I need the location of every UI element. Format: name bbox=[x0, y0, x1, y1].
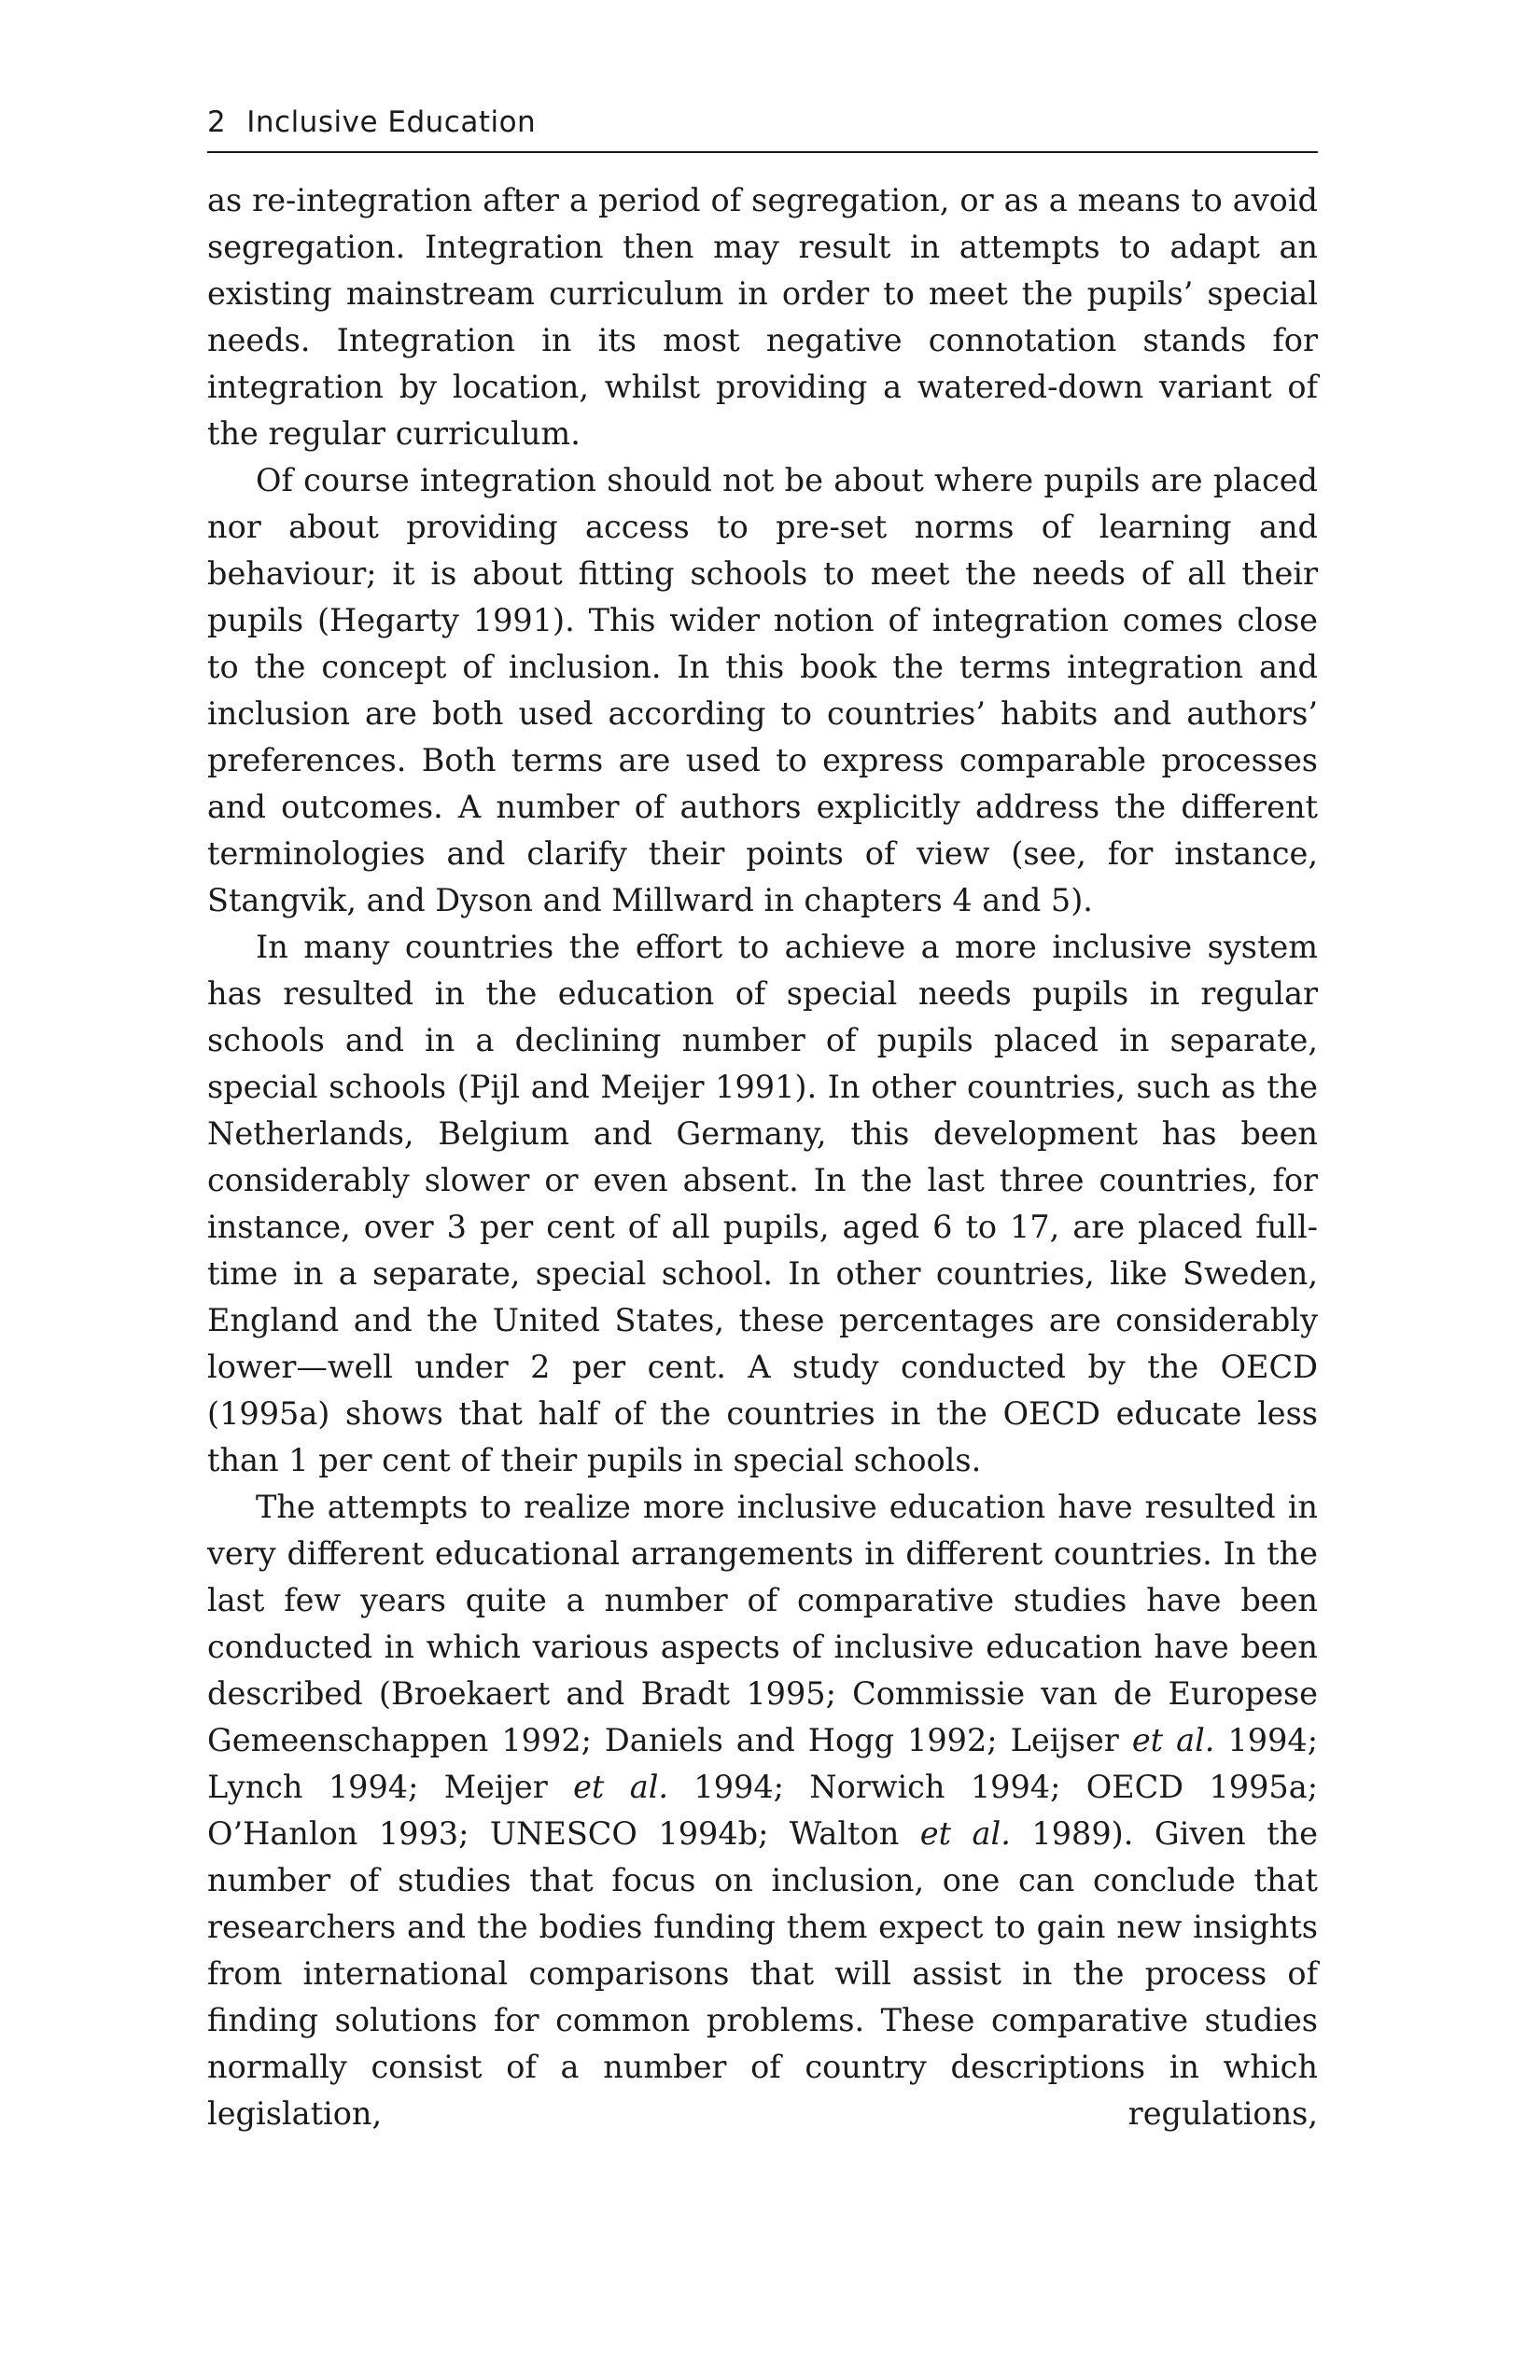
paragraph-1: as re-integration after a period of segregation, or as a means to avoid segregation. Integration then may result in attempts to adapt an existing mainstream curriculum in order to meet the pupils’ special needs. Integration in its most negative connotation stands for integration by location, whilst providing a watered-down variant of the regular curriculum. bbox=[207, 182, 1318, 452]
book-page bbox=[207, 103, 1318, 2137]
paragraph-2: Of course integration should not be about where pupils are placed nor about providing access to pre-set norms of learning and behaviour; it is about fitting schools to meet the needs of all their pupils (Hegarty 1991). This wider notion of integration comes close to the concept of inclusion. In this book the terms integration and inclusion are both used according to countries’ habits and authors’ preferences. Both terms are used to express comparable processes and outcomes. A number of authors explicitly address the different terminologies and clarify their points of view (see, for instance, Stangvik, and Dyson and Millward in chapters 4 and 5). bbox=[207, 462, 1318, 918]
citation-et-al: et al. bbox=[1131, 1722, 1215, 1758]
paragraph-4 bbox=[207, 1484, 1318, 2137]
paragraph-4-text: 1994; Norwich 1994; OECD 1995a; O’Hanlon 1993; UNESCO 1994b; Walton bbox=[207, 1769, 1318, 1852]
paragraph-4-text: 1994; Lynch 1994; Meijer bbox=[207, 1722, 1318, 1805]
paragraph-4-text: The attempts to realize more inclusive education have resulted in very different educational arrangements in different countries. In the last few years quite a number of comparative studies have been conducted in which various aspects of inclusive education have been described (Broekaert and Bradt 1995; Commissie van de Europese Gemeenschappen 1992; Daniels and Hogg 1992; Leijser bbox=[207, 1489, 1318, 1758]
paragraph-4-text: 1989). Given the number of studies that focus on inclusion, one can conclude that researchers and the bodies funding them expect to gain new insights from international comparisons that will assist in the process of finding solutions for common problems. These comparative studies normally consist of a number of country descriptions in which legislation, regulations, bbox=[207, 1815, 1318, 2132]
paragraph-3: In many countries the effort to achieve a more inclusive system has resulted in the education of special needs pupils in regular schools and in a declining number of pupils placed in separate, special schools (Pijl and Meijer 1991). In other countries, such as the Netherlands, Belgium and Germany, this development has been considerably slower or even absent. In the last three countries, for instance, over 3 per cent of all pupils, aged 6 to 17, are placed full-time in a separate, special school. In other countries, like Sweden, England and the United States, these percentages are considerably lower—well under 2 per cent. A study conducted by the OECD (1995a) shows that half of the countries in the OECD educate less than 1 per cent of their pupils in special schools. bbox=[207, 929, 1318, 1478]
body-text bbox=[207, 177, 1318, 2137]
running-head bbox=[207, 103, 1318, 153]
page-number: 2 bbox=[207, 105, 227, 139]
book-title: Inclusive Education bbox=[246, 105, 537, 139]
citation-et-al: et al. bbox=[573, 1769, 669, 1805]
citation-et-al: et al. bbox=[919, 1815, 1011, 1852]
